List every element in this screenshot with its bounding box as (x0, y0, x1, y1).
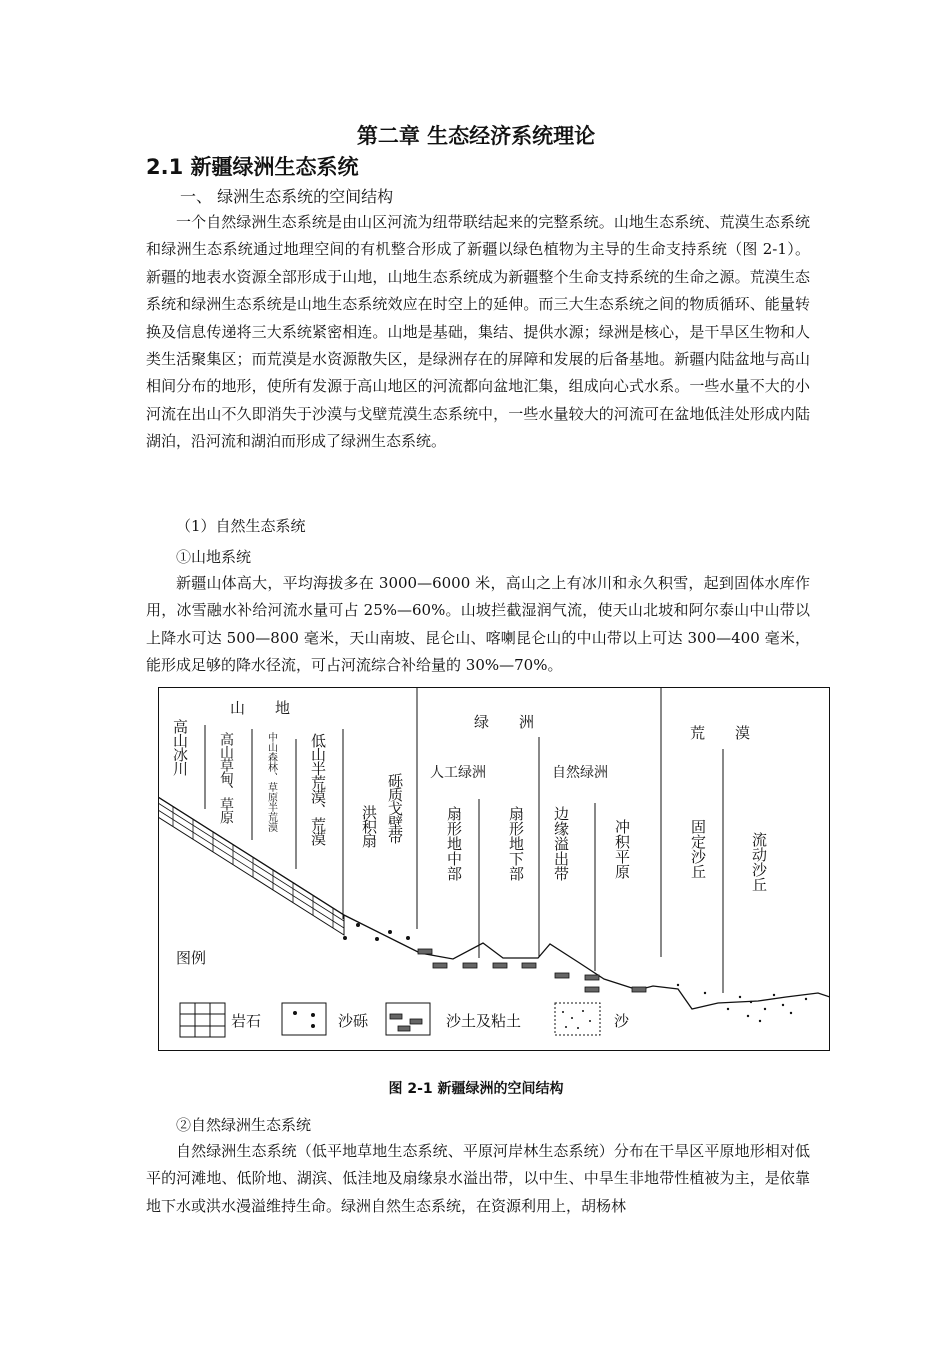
paragraph-mountain: 新疆山体高大，平均海拔多在 3000—6000 米，高山之上有冰川和永久积雪，起到固体水库作用，冰雪融水补给河流水量可占 25%—60%。山坡拦截湿润气流，使天山北坡和阿尔泰山中山带以上降水可达 500—800 毫米，天山南坡、昆仑山、喀喇昆仑山的中山带以上可达 300—400 毫米，能形成足够的降水径流，可占河流综合补给量的 30%—70%。 (146, 574, 810, 675)
paragraph-natural-oasis: 自然绿洲生态系统（低平地草地生态系统、平原河岸林生态系统）分布在干旱区平原地形相对低平的河滩地、低阶地、湖滨、低洼地及扇缘泉水溢出带，以中生、中旱生非地带性植被为主，是依靠地下水或洪水漫溢维持生命。绿洲自然生态系统，在资源利用上，胡杨林 (146, 1142, 810, 1215)
zone-label-fan-lower: 扇形地下部 (507, 806, 525, 881)
legend-soil-swatch (386, 1003, 430, 1035)
legend-rock-swatch (180, 1003, 225, 1037)
zone-label-fan-middle: 扇形地中部 (445, 806, 463, 881)
region-label-mountain: 山 地 (230, 699, 291, 717)
legend-sand-swatch (555, 1003, 600, 1035)
subregion-label-artificial: 人工绿洲 (430, 765, 486, 781)
item-natural-oasis: ②自然绿洲生态系统 (176, 1116, 312, 1134)
legend-soil-label: 沙土及粘土 (446, 1012, 522, 1030)
zone-label-semi-desert: 低山半荒漠、荒漠 (309, 733, 327, 845)
legend-title: 图例 (176, 949, 207, 967)
zone-label-mobile-dunes: 流动沙丘 (750, 832, 768, 892)
zone-label-forest: 中山森林、草原半荒漠 (265, 732, 277, 832)
paragraph-intro: 一个自然绿洲生态系统是由山区河流为纽带联结起来的完整系统。山地生态系统、荒漠生态系统和绿洲生态系统通过地理空间的有机整合形成了新疆以绿色植物为主导的生命支持系统（图 2-1）。新疆的地表水资源全部形成于山地，山地生态系统成为新疆整个生命支持系统的生命之源。荒漠生态系统和绿洲生态系统是山地生态系统效应在时空上的延伸。而三大生态系统之间的物质循环、能量转换及信息传递将三大系统紧密相连。山地是基础，集结、提供水源；绿洲是核心，是干旱区生物和人类生活聚集区；而荒漠是水资源散失区，是绿洲存在的屏障和发展的后备基地。新疆内陆盆地与高山相间分布的地形，使所有发源于高山地区的河流都向盆地汇集，组成向心式水系。一些水量不大的小河流在出山不久即消失于沙漠与戈壁荒漠生态系统中，一些水量较大的河流可在盆地低洼处形成内陆湖泊，沿河流和湖泊而形成了绿洲生态系统。 (146, 213, 810, 451)
figure-caption: 图 2-1 新疆绿洲的空间结构 (388, 1081, 564, 1097)
zone-label-alluvial-fan: 洪积扇 (360, 805, 378, 847)
zone-label-overflow: 边缘溢出带 (552, 806, 570, 881)
figure-oasis-structure (158, 687, 830, 1051)
zone-label-glacier: 高山冰川 (171, 719, 189, 775)
legend-rock-label: 岩石 (231, 1012, 262, 1030)
region-label-desert: 荒 漠 (690, 724, 751, 742)
zone-label-plain: 冲积平原 (613, 819, 631, 879)
chapter-title: 第二章 生态经济系统理论 (356, 124, 596, 148)
subregion-label-natural: 自然绿洲 (552, 765, 608, 781)
zone-label-meadow: 高山草甸、草原 (218, 732, 234, 823)
subsection-title: 一、 绿洲生态系统的空间结构 (180, 187, 394, 206)
region-label-oasis: 绿 洲 (474, 713, 535, 731)
item-natural-ecosystem: （1）自然生态系统 (176, 517, 306, 535)
legend-gravel-label: 沙砾 (338, 1012, 369, 1030)
section-title: 2.1 新疆绿洲生态系统 (146, 155, 359, 179)
zone-label-gobi: 砾质戈壁带 (386, 773, 404, 843)
zone-label-fixed-dunes: 固定沙丘 (689, 819, 707, 879)
legend-gravel-swatch (282, 1003, 326, 1035)
item-mountain-system: ①山地系统 (176, 548, 252, 566)
legend-sand-label: 沙 (614, 1012, 630, 1030)
